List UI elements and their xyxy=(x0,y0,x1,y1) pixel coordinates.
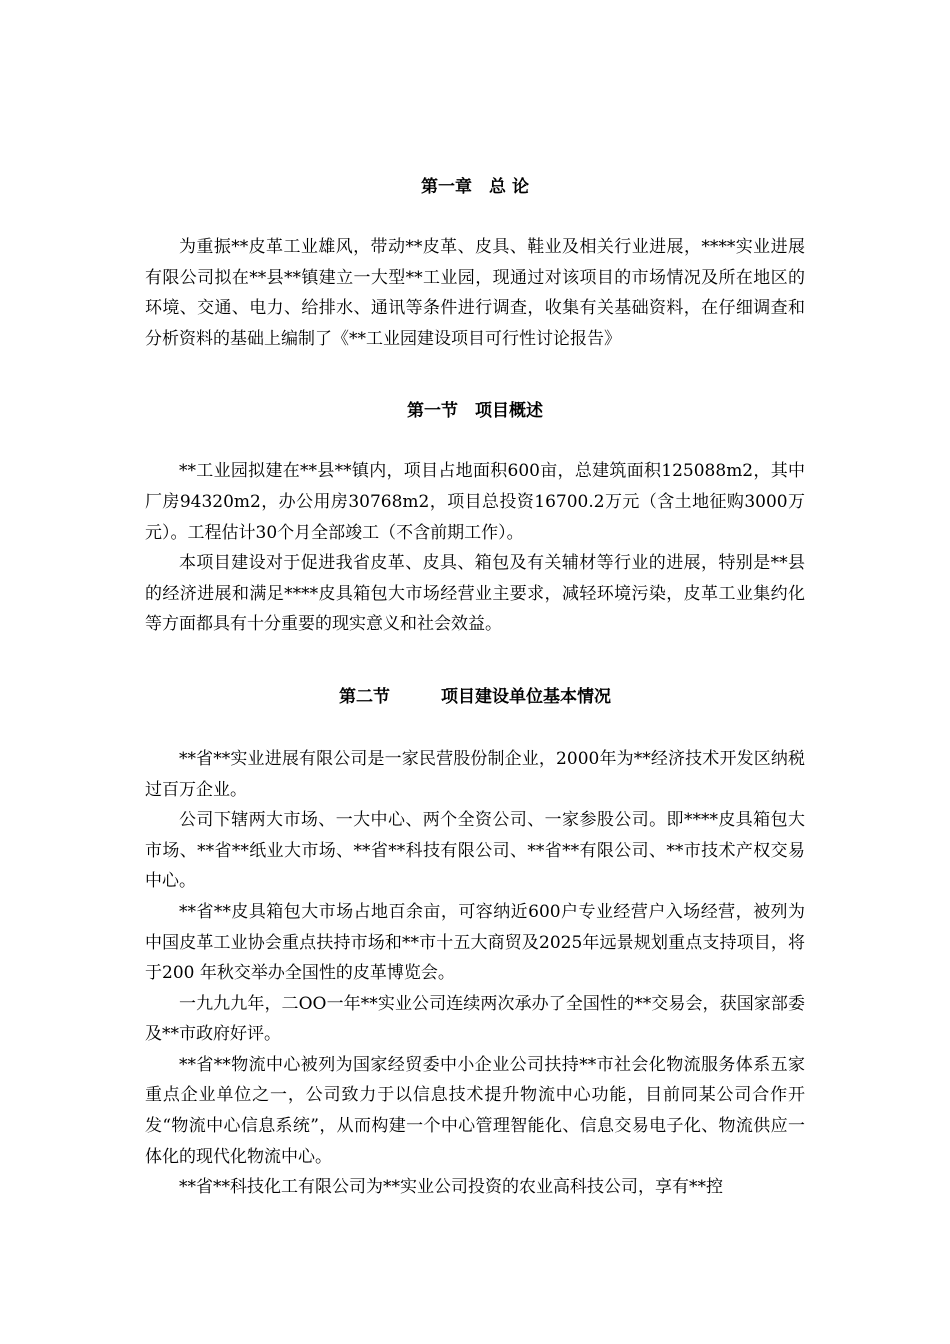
chapter-title: 第一章 总 论 xyxy=(421,177,529,197)
section-2-paragraph: 一九九九年，二OO一年**实业公司连续两次承办了全国性的**交易会，获国家部委及**市政府好评。 xyxy=(145,993,805,1045)
section-1-title: 第一节 项目概述 xyxy=(407,401,543,422)
section-2-title: 第二节 项目建设单位基本情况 xyxy=(339,686,611,707)
document-page xyxy=(145,172,805,1203)
section-2-paragraph: **省**物流中心被列为国家经贸委中小企业公司扶持**市社会化物流服务体系五家重点企业单位之一，公司致力于以信息技术提升物流中心功能，目前同某公司合作开发“物流中心信息系统”，从而构建一个中心管理智能化、信息交易电子化、物流供应一体化的现代化物流中心。 xyxy=(145,1054,805,1167)
section-2-paragraph: **省**皮具箱包大市场占地百余亩，可容纳近600户专业经营户入场经营，被列为中国皮革工业协会重点扶持市场和**市十五大商贸及2025年远景规划重点支持项目，将于200 年秋交举办全国性的皮革博览会。 xyxy=(145,901,805,984)
section-1-paragraph: **工业园拟建在**县**镇内，项目占地面积600亩，总建筑面积125088m2，其中厂房94320m2，办公用房30768m2，项目总投资16700.2万元（含土地征购3000万元）。工程估计30个月全部竣工（不含前期工作）。 xyxy=(145,461,805,543)
section-1-paragraph: 本项目建设对于促进我省皮革、皮具、箱包及有关辅材等行业的进展，特别是**县的经济进展和满足****皮具箱包大市场经营业主要求，减轻环境污染，皮革工业集约化等方面都具有十分重要的现实意义和社会效益。 xyxy=(145,553,805,635)
section-2-paragraph: **省**科技化工有限公司为**实业公司投资的农业高科技公司，享有**控 xyxy=(179,1177,723,1198)
section-2-paragraph: 公司下辖两大市场、一大中心、两个全资公司、一家参股公司。即****皮具箱包大市场、**省**纸业大市场、**省**科技有限公司、**省**有限公司、**市技术产权交易中心。 xyxy=(145,810,805,892)
section-2-paragraph: **省**实业进展有限公司是一家民营股份制企业，2000年为**经济技术开发区纳税过百万企业。 xyxy=(145,748,805,800)
intro-paragraph: 为重振**皮革工业雄风，带动**皮革、皮具、鞋业及相关行业进展，****实业进展有限公司拟在**县**镇建立一大型**工业园，现通过对该项目的市场情况及所在地区的环境、交通、电力、给排水、通讯等条件进行调查，收集有关基础资料，在仔细调查和分析资料的基础上编制了《**工业园建设项目可行性讨论报告》 xyxy=(145,237,805,349)
